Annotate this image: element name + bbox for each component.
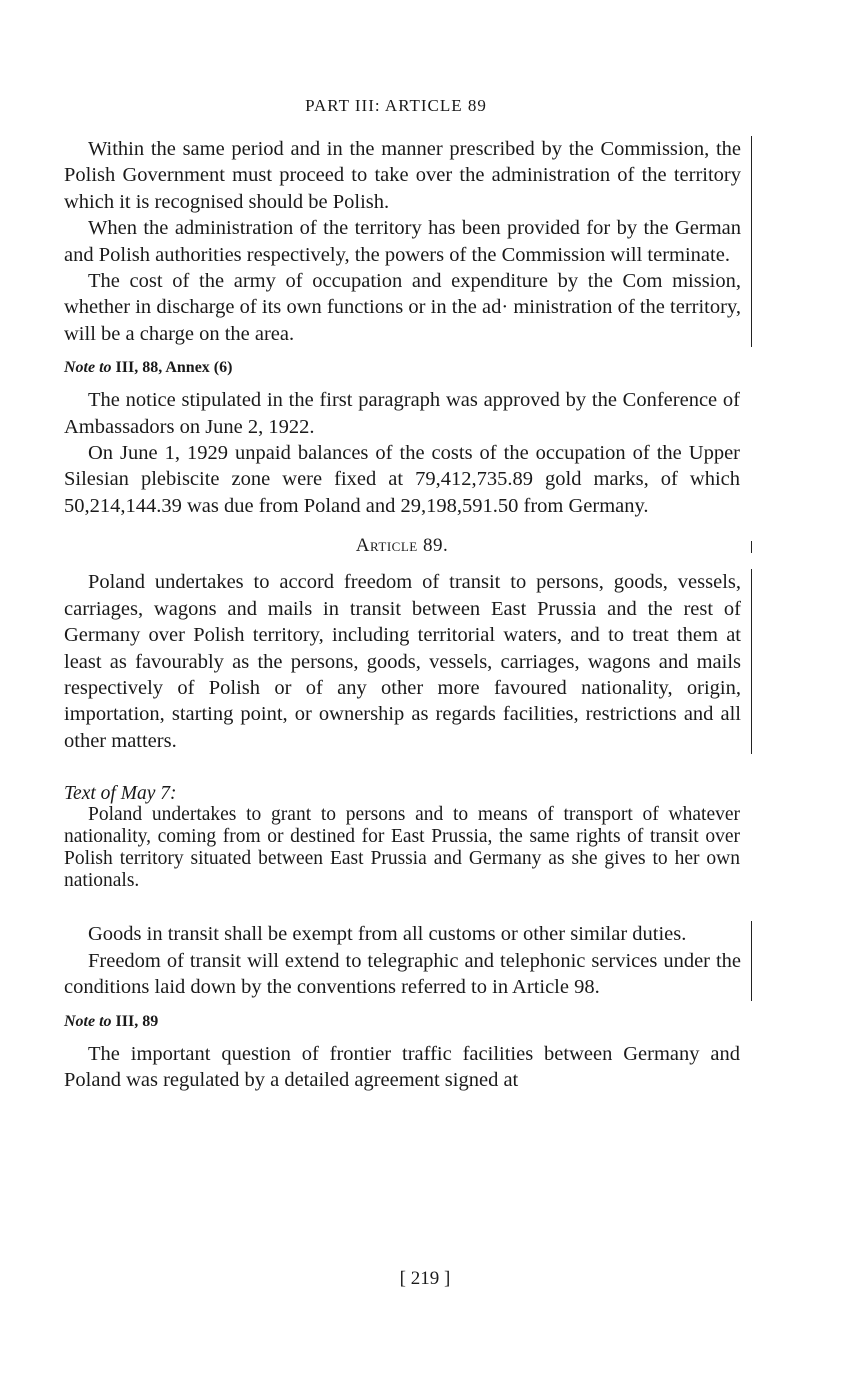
paragraph: Poland undertakes to accord freedom of transit to persons, goods, vessels, carriages, wagons and mails in transit between East Prussia and the rest of Germany over Polish territory, including territorial waters, and to treat them at least as favourably as the persons, goods, vessels, carriages, wagons and mails respectively of Polish or of any other more favoured nationality, origin, importation, starting point, or ownership as regards facilities, restrictions and all other matters.	[64, 571, 741, 752]
paragraph: The cost of the army of occupation and expenditure by the Com mission, whether in discharge of its own functions or in the ad· ministration of the territory, will be a charge on the area.	[64, 270, 741, 345]
note-reference: III, 88, Annex (6)	[115, 359, 233, 377]
note-prefix: Note to	[64, 1012, 112, 1030]
note-text-block	[64, 1041, 740, 1094]
text-of-may-7-block	[64, 784, 740, 891]
note-heading	[64, 1013, 740, 1031]
article-number: 89.	[422, 535, 449, 557]
paragraph: When the administration of the territory has been provided for by the German and Polish authorities respectively, the powers of the Commission will terminate.	[64, 217, 741, 266]
note-reference: III, 89	[115, 1012, 159, 1030]
paragraph: Within the same period and in the manner prescribed by the Commission, the Polish Government must proceed to take over the administration of the territory which it is recognised should be Polish.	[64, 138, 741, 213]
article-word: Article	[355, 535, 418, 557]
may7-heading: Text of May 7:	[64, 783, 177, 805]
note-prefix: Note to	[64, 359, 112, 377]
note-heading	[64, 359, 740, 377]
paragraph: The important question of frontier traffic facilities between Germany and Poland was regulated by a detailed agreement signed at	[64, 1042, 740, 1091]
article-88-text-block	[64, 136, 752, 347]
note-text-block	[64, 387, 740, 519]
paragraph: Poland undertakes to grant to persons and to means of transport of whatever nationality, coming from or destined for East Prussia, the same rights of transit over Polish territory situated between East Prussia and Germany as she gives to her own nationals.	[64, 804, 740, 891]
article-89-text-block	[64, 569, 752, 754]
page-body	[64, 96, 740, 1093]
article-89-continued-block	[64, 921, 752, 1000]
running-head: PART III: ARTICLE 89	[305, 96, 487, 115]
paragraph: Freedom of transit will extend to telegraphic and telephonic services under the conditions laid down by the conventions referred to in Article 98.	[64, 949, 741, 999]
paragraph: Goods in transit shall be exempt from all customs or other similar duties.	[88, 923, 687, 946]
page-number: [ 219 ]	[399, 1268, 451, 1289]
margin-mark	[751, 541, 753, 553]
paragraph: The notice stipulated in the first paragraph was approved by the Conference of Ambassadors on June 2, 1922.	[64, 389, 740, 438]
paragraph: On June 1, 1929 unpaid balances of the costs of the occupation of the Upper Silesian plebiscite zone were fixed at 79,412,735.89 gold marks, of which 50,214,144.39 was due from Poland and 29,198,591.50 from Germany.	[64, 442, 740, 517]
article-heading	[64, 535, 740, 557]
